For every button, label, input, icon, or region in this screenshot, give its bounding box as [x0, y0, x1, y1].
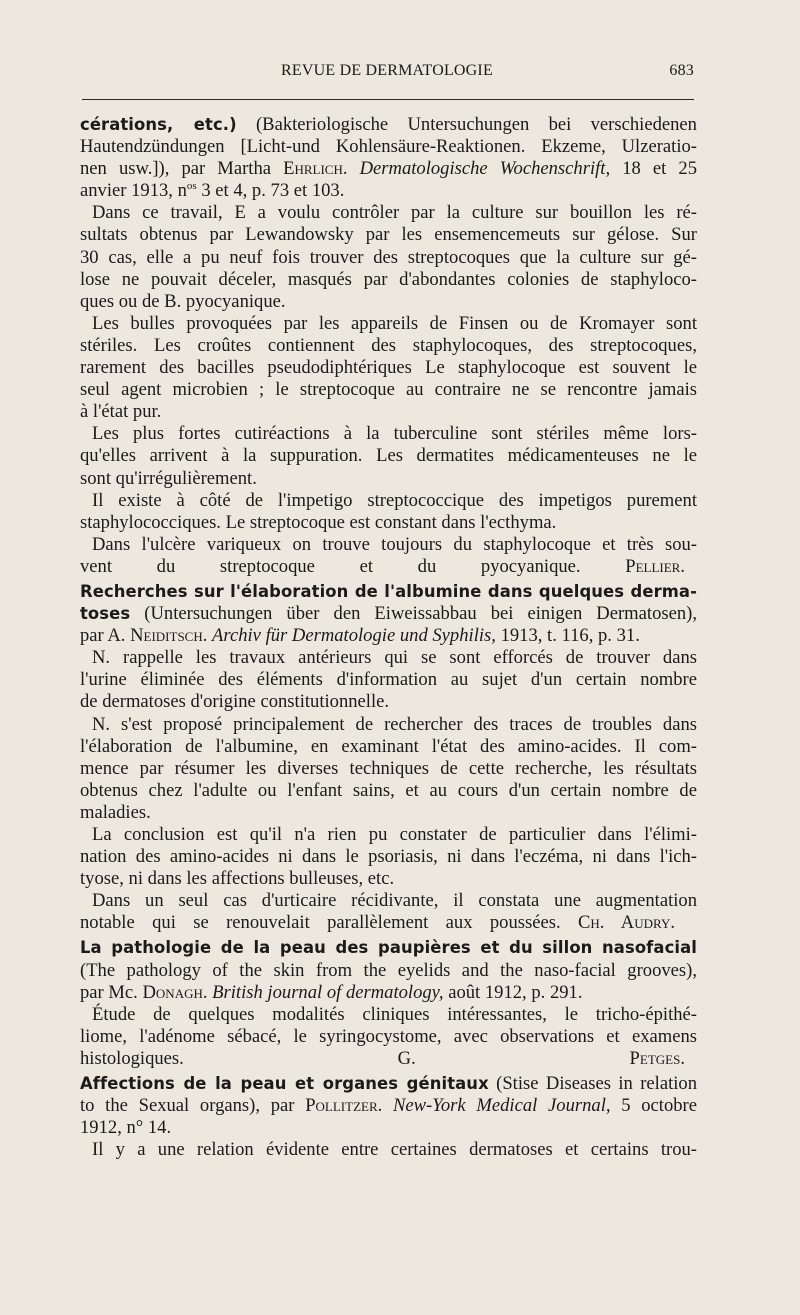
text-line: stériles. Les croûtes contiennent des staphylocoques, des streptocoques,	[80, 334, 697, 356]
text-line: sont qu'irrégulièrement.	[80, 467, 257, 489]
author-name: Ehrlich	[283, 158, 343, 180]
signature: Pellier.	[625, 555, 686, 577]
text-line: seul agent microbien ; le streptocoque au contraire ne se rencontre jamais	[80, 379, 697, 401]
text-line: Dans un seul cas d'urticaire récidivante, il constata une augmentation	[92, 890, 697, 912]
text-line: La conclusion est qu'il n'a rien pu constater de particulier dans l'élimi-	[92, 824, 697, 845]
citation-text: .	[342, 158, 360, 180]
running-title: REVUE DE DERMATOLOGIE	[281, 62, 493, 79]
citation-text: 18 et 25	[610, 158, 697, 180]
citation-text: (Untersuchungen über den Eiweissabbau bei einigen Dermatosen),	[130, 603, 697, 625]
article-ehrlich	[80, 114, 697, 578]
text-line: N. rappelle les travaux antérieurs qui se sont efforcés de trouver dans	[92, 647, 697, 669]
citation-text: nen usw.]), par Martha	[80, 158, 284, 180]
citation-text: to the Sexual organs), par	[80, 1095, 306, 1117]
citation-text: 5 octobre	[610, 1095, 697, 1117]
text-line: l'urine éliminée des éléments d'information au sujet d'un certain nombre	[80, 669, 697, 691]
journal-name: British journal of dermatology,	[212, 981, 444, 1003]
header-rule	[82, 99, 694, 100]
text-line: tyose, ni dans les affections bulleuses, etc.	[80, 868, 395, 890]
citation-text: août 1912, p. 291.	[443, 981, 583, 1003]
text-line: maladies.	[80, 801, 151, 823]
article-title: toses	[80, 604, 131, 624]
text-line: histologiques.	[80, 1047, 184, 1069]
article-donagh	[80, 937, 697, 1070]
journal-name: New-York Medical Journal,	[393, 1095, 611, 1117]
citation-text: par A.	[80, 625, 131, 647]
author-name: Neiditsch	[130, 625, 203, 647]
text-line: lose ne pouvait déceler, masqués par d'abondantes colonies de staphyloco-	[80, 268, 697, 290]
text-line: à l'état pur.	[80, 401, 162, 423]
citation-text: .	[377, 1095, 393, 1117]
article-neiditsch	[80, 581, 697, 935]
text-line: Il y a une relation évidente entre certaines dermatoses et certains trou-	[92, 1139, 697, 1161]
signature: Ch. Audry.	[578, 912, 675, 934]
article-title: La pathologie de la peau des paupières et du sillon nasofacial	[80, 938, 697, 958]
journal-name: Archiv für Dermatologie und Syphilis,	[212, 625, 496, 647]
text-line: Dans ce travail, E a voulu contrôler par la culture sur bouillon les ré-	[92, 202, 697, 224]
text-line: Dans l'ulcère variqueux on trouve toujours du staphylocoque et très sou-	[92, 533, 697, 555]
text-line: qu'elles arrivent à la suppuration. Les dermatites médicamenteuses ne le	[80, 445, 697, 467]
text-line: obtenus chez l'adulte ou l'enfant sains, et au cours d'un certain nombre de	[80, 779, 697, 801]
citation-text: 1912, n° 14.	[80, 1117, 172, 1139]
text-line: 30 cas, elle a pu neuf fois trouver des streptocoques que la culture sur gé-	[80, 246, 697, 268]
citation-text: .	[202, 981, 213, 1003]
text-line: nation des amino-acides ni dans le psoriasis, ni dans l'eczéma, ni dans l'ich-	[80, 846, 697, 868]
citation-text: (Stise Diseases in relation	[488, 1073, 697, 1095]
article-pollitzer	[80, 1073, 697, 1161]
citation-text: Hautendzündungen [Licht-und Kohlensäure-Reaktionen. Ekzeme, Ulzeratio-	[80, 136, 697, 158]
running-header	[80, 62, 694, 86]
text-line: Les bulles provoquées par les appareils de Finsen ou de Kromayer sont	[92, 312, 697, 334]
page-body	[80, 114, 697, 1161]
text-line: de dermatoses d'origine constitutionnelle.	[80, 691, 390, 713]
text-line: ques ou de B. pyocyanique.	[80, 290, 286, 312]
text-line: sultats obtenus par Lewandowsky par les ensemencemeuts sur gélose. Sur	[80, 224, 697, 246]
journal-name: Dermatologische Wochenschrift,	[359, 158, 611, 180]
text-line: rarement des bacilles pseudodiphtériques Le staphylocoque est souvent le	[80, 357, 697, 379]
author-name: Donagh	[142, 981, 203, 1003]
citation-text: .	[202, 625, 213, 647]
page-number: 683	[669, 62, 694, 79]
text-line: liome, l'adénome sébacé, le syringocystome, avec observations et examens	[80, 1025, 697, 1047]
text-line: notable qui se renouvelait parallèlement aux poussées.	[80, 912, 561, 934]
article-title: Recherches sur l'élaboration de l'albumine dans quelques derma-	[80, 581, 697, 601]
citation-text: (The pathology of the skin from the eyelids and the naso-facial grooves),	[80, 959, 697, 981]
text-line: l'élaboration de l'albumine, en examinant l'état des amino-acides. Il com-	[80, 735, 697, 757]
text-line: Les plus fortes cutiréactions à la tuberculine sont stériles même lors-	[92, 423, 697, 445]
superscript: os	[186, 180, 197, 193]
author-name: Pollitzer	[305, 1095, 378, 1117]
citation-text: anvier 1913, n	[80, 180, 187, 202]
article-title: cérations, etc.)	[80, 115, 237, 134]
citation-text: par Mc.	[80, 981, 143, 1003]
citation-text: 1913, t. 116, p. 31.	[495, 625, 640, 647]
text-line: vent du streptocoque et du pyocyanique.	[80, 555, 581, 577]
citation-text: 3 et 4, p. 73 et 103.	[196, 180, 345, 202]
text-line: N. s'est proposé principalement de rechercher des traces de troubles dans	[92, 713, 697, 735]
text-line: mence par résumer les diverses techniques de cette recherche, les résultats	[80, 757, 697, 779]
article-title: Affections de la peau et organes génitaux	[80, 1074, 489, 1094]
signature: G. Petges.	[397, 1047, 685, 1069]
text-line: Il existe à côté de l'impetigo streptococcique des impetigos purement	[92, 489, 697, 511]
citation-text: (Bakteriologische Untersuchungen bei verschiedenen	[236, 114, 697, 135]
text-line: staphylococciques. Le streptocoque est constant dans l'ecthyma.	[80, 511, 557, 533]
text-line: Étude de quelques modalités cliniques intéressantes, le tricho-épithé-	[92, 1003, 697, 1025]
